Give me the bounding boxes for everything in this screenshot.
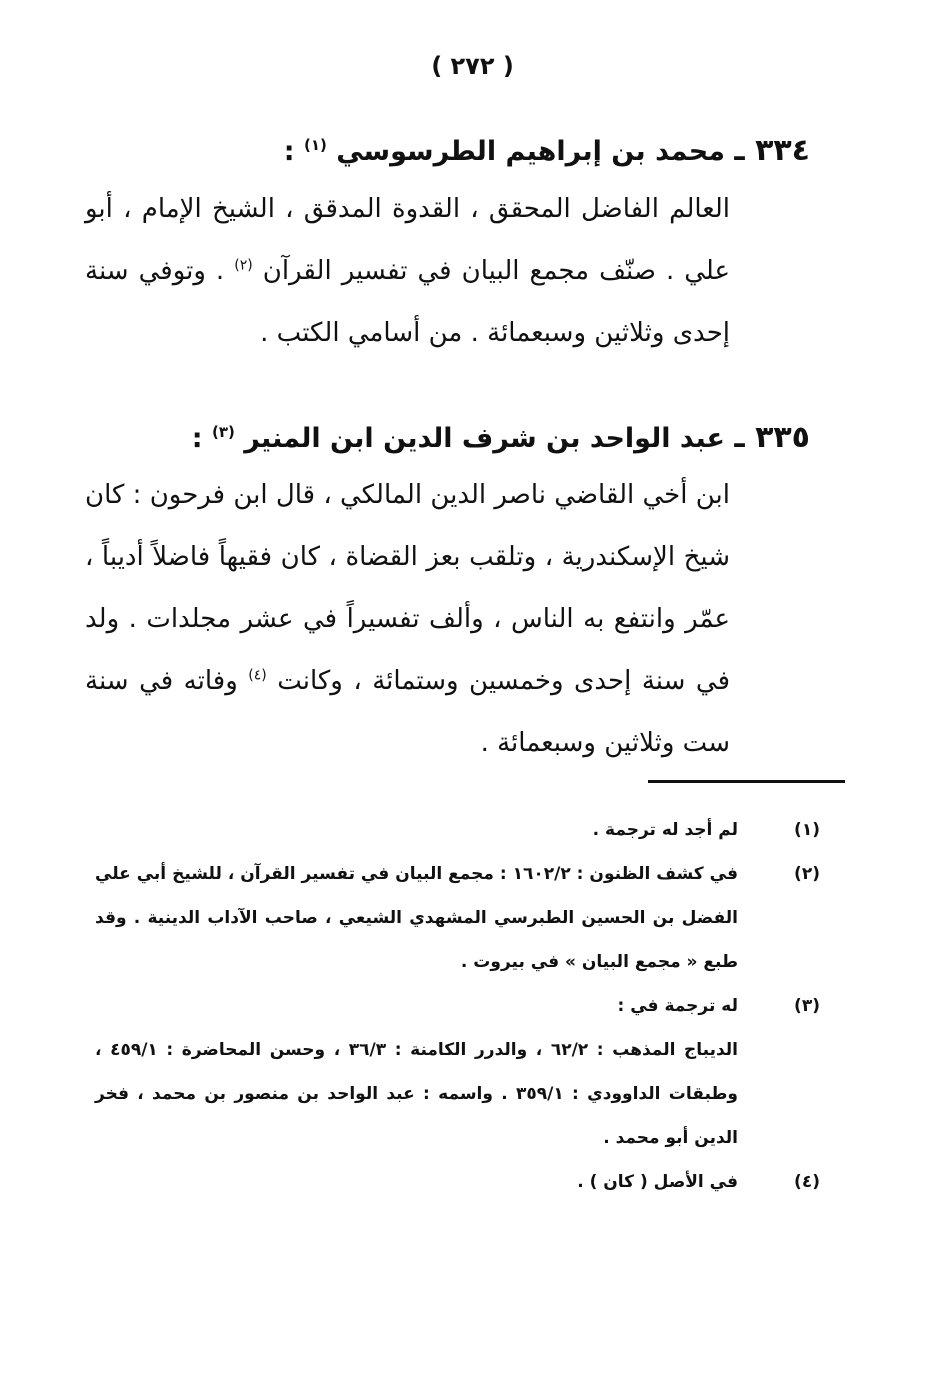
footnote-text: له ترجمة في : (617, 996, 738, 1016)
footnote-3-continuation: الديباج المذهب : ٦٢/٢ ، والدرر الكامنة : ٣٦/٣ ، وحسن المحاضرة : ٤٥٩/١ ، وطبقات الداوودي : ٣٥٩/١ . واسمه : عبد الواحد بن منصور بن محمد ، فخر الدين أبو محمد . (95, 1040, 738, 1148)
entry-body-334 (85, 178, 730, 364)
entry-text: العالم الفاضل المحقق ، القدوة المدقق ، الشيخ الإمام ، أبو علي . صنّف مجمع البيان في تفسير القرآن (85, 194, 731, 286)
entry-heading-334 (90, 133, 810, 169)
footnote-ref: (٢) (234, 257, 253, 274)
footnote-2 (95, 852, 820, 984)
footnote-text: في الأصل ( كان ) . (577, 1172, 738, 1192)
footnote-ref: (٣) (211, 423, 235, 441)
entry-number: ٣٣٥ ـ (734, 420, 810, 455)
footnotes (95, 808, 820, 1204)
footnote-4 (95, 1160, 820, 1204)
footnote-divider (648, 780, 845, 783)
footnote-number: (٣) (794, 996, 820, 1016)
entry-number: ٣٣٤ ـ (734, 133, 810, 168)
footnote-3 (95, 984, 820, 1028)
footnote-ref: (١) (303, 136, 327, 154)
entry-text: ابن أخي القاضي ناصر الدين المالكي ، قال ابن فرحون : كان شيخ الإسكندرية ، وتلقب بعز القضاة ، كان فقيهاً فاضلاً أديباً ، عمّر وانتفع به الناس ، وألف تفسيراً في عشر مجلدات . ولد في سنة إحدى وخمسين وستمائة ، وكانت (85, 480, 730, 696)
entry-name: محمد بن إبراهيم الطرسوسي (336, 136, 725, 167)
footnote-number: (٢) (794, 864, 820, 884)
footnote-ref: (٤) (248, 667, 267, 684)
entry-heading-335 (90, 420, 810, 456)
footnote-text: لم أجد له ترجمة . (592, 820, 738, 840)
footnote-number: (١) (794, 820, 820, 840)
heading-colon: : (283, 136, 295, 167)
page-number: ( ٢٧٢ ) (431, 52, 514, 80)
entry-text: . وتوفي سنة إحدى وثلاثين وسبعمائة . من أسامي الكتب . (85, 256, 730, 348)
entry-body-335 (85, 464, 730, 774)
footnote-text: في كشف الظنون : ١٦٠٢/٢ : مجمع البيان في تفسير القرآن ، للشيخ أبي علي الفضل بن الحسين الطبرسي المشهدي الشيعي ، صاحب الآداب الدينية . وقد طبع « مجمع البيان » في بيروت . (95, 864, 738, 972)
entry-name: عبد الواحد بن شرف الدين ابن المنير (244, 423, 725, 454)
footnote-1 (95, 808, 820, 852)
entry-text: وفاته في سنة ست وثلاثين وسبعمائة . (85, 666, 730, 758)
footnote-number: (٤) (794, 1172, 820, 1192)
heading-colon: : (191, 423, 203, 454)
